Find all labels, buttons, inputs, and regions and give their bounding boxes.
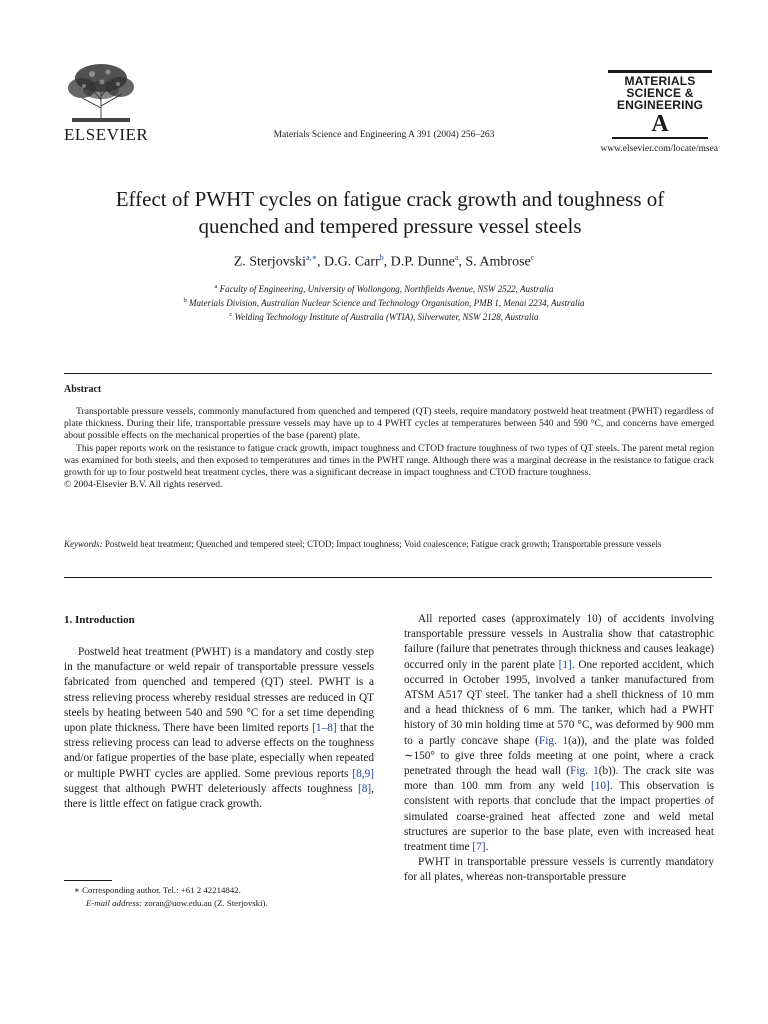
affiliation-c [0, 309, 768, 323]
author-name: D.P. Dunne [390, 254, 455, 270]
footnote [64, 884, 364, 910]
journal-citation: Materials Science and Engineering A 391 (2004) 256–263 [273, 130, 495, 140]
copyright-notice: © 2004-Elsevier B.V. All rights reserved. [64, 479, 223, 491]
abstract-top-rule [64, 373, 712, 374]
reference-link[interactable]: [1] [558, 658, 572, 671]
reference-link[interactable]: [1–8] [312, 722, 337, 735]
email-address[interactable]: zoran@uow.edu.au (Z. Sterjovski). [142, 898, 268, 908]
keywords [64, 538, 714, 550]
author-affiliation-mark[interactable]: a,∗ [306, 253, 318, 262]
text-run: Postweld heat treatment (PWHT) is a mandatory and costly step in the manufacture or weld repair of transportable pressure vessels fabricated from quenched and tempered (QT) steel. PWHT is a stress relieving process whereby residual stresses are reduced in QT steels by heating between 540 and 590 °C for a set time depending upon plate thickness. There have been limited reports [64, 646, 374, 735]
text-run: suggest that although PWHT deleteriously affects toughness [64, 782, 358, 795]
reference-link[interactable]: [8,9] [352, 767, 374, 780]
logo-letter: A [651, 111, 669, 137]
logo-line-3: ENGINEERING [616, 98, 704, 112]
text-run: . One reported accident, which occurred in October 1995, involved a tanker manufactured from ATSM A517 QT steel. The tanker had a shell thickness of 10 mm and a head thickness of 6 mm. The tanker, which had a PWHT history of 30 min holding time at 570 °C, was deformed by 900 mm to a partly concave shape ( [404, 658, 714, 747]
abstract-paragraph: Transportable pressure vessels, commonly manufactured from quenched and tempered (QT) steels, require mandatory postweld heat treatment (PWHT) regardless of plate thickness. During their life, transportable pressure vessels may have up to 4 PWHT cycles at temperatures between 540 and 590 °C, and concerns have emerged about possible effects on the mechanical properties of the base (parent) plate. [64, 406, 714, 442]
text-run: , there is little effect on fatigue crack growth. [64, 782, 374, 811]
affiliation-text: Faculty of Engineering, University of Wollongong, Northfields Avenue, NSW 2522, Australia [219, 284, 554, 294]
body-paragraph [404, 612, 714, 855]
abstract-bottom-rule [64, 577, 712, 578]
author-separator: , [383, 254, 391, 270]
affiliation-mark: a [214, 283, 218, 290]
affiliation-mark: b [183, 297, 187, 304]
figure-link[interactable]: Fig. 1 [538, 734, 569, 747]
text-run: . [485, 841, 489, 854]
author-affiliation-mark[interactable]: b [379, 253, 384, 262]
keywords-text: Postweld heat treatment; Quenched and tempered steel; CTOD; Impact toughness; Void coalescence; Fatigue crack growth; Transportable pressure vessels [104, 539, 662, 549]
author-name: D.G. Carr [324, 254, 380, 270]
article-title: Effect of PWHT cycles on fatigue crack growth and toughness of quenched and tempered pressure vessel steels [115, 187, 665, 238]
affiliation-mark: c [229, 311, 233, 318]
corresponding-author-note: ∗ Corresponding author. Tel.: +61 2 42214842. [74, 885, 241, 895]
abstract-paragraph: This paper reports work on the resistance to fatigue crack growth, impact toughness and CTOD fracture toughness of two types of QT steels. The parent metal region was examined for both steels, and then exposed to temperatures and times in the PWHT range. Although there was a marginal decrease in the resistance to fatigue crack growth for up to four postweld heat treatment cycles, there was a significant decrease in impact toughness and CTOD fracture toughness. [64, 442, 714, 479]
affiliation-b [0, 295, 768, 309]
author-list [0, 253, 768, 271]
publisher-name: ELSEVIER [64, 125, 149, 144]
left-column [64, 645, 374, 812]
text-run: All reported cases (approximately 10) of accidents involving transportable pressure vessels in Australia show that catastrophic failure (failure that penetrates through thickness and causes leakage) occurred only in the parent plate [404, 613, 714, 671]
reference-link[interactable]: [7] [472, 841, 486, 854]
abstract-heading: Abstract [64, 384, 102, 395]
body-paragraph [64, 645, 374, 812]
author-separator: , [458, 254, 466, 270]
figure-link[interactable]: Fig. 1 [570, 765, 599, 778]
affiliation-a [0, 281, 768, 295]
elsevier-tree-logo [62, 60, 140, 132]
author-affiliation-mark[interactable]: c [530, 253, 535, 262]
author-name: S. Ambrose [465, 254, 531, 270]
keywords-label: Keywords: [64, 539, 103, 549]
author-name: Z. Sterjovski [233, 254, 307, 270]
logo-rule [608, 70, 712, 73]
email-note [64, 897, 364, 910]
reference-link[interactable]: [8] [357, 782, 372, 795]
abstract-body [64, 406, 714, 491]
text-run: . This observation is consistent with reports that conclude that the impact properties of simulated coarse-grained heat affected zone and weld metal structures are superior to the base plate, even with increased heat treatment time [404, 780, 714, 854]
journal-logo [600, 70, 720, 139]
text-run: (a)), and the plate was folded ∼150° to give three folds meeting at one point, where a crack penetrated through the head wall ( [404, 734, 714, 778]
author-affiliation-mark[interactable]: a [454, 253, 459, 262]
section-heading: 1. Introduction [64, 614, 135, 626]
logo-line-1: MATERIALS [624, 74, 696, 88]
footnote-rule [64, 880, 112, 881]
logo-line-2: SCIENCE & [626, 86, 694, 100]
affiliation-text: Welding Technology Institute of Australia (WTIA), Silverwater, NSW 2128, Australia [234, 312, 539, 322]
text-run: (b)). The crack site was more than 100 mm from any weld [404, 765, 714, 793]
reference-link[interactable]: [10] [590, 780, 610, 793]
author-separator: , [317, 254, 325, 270]
right-column [404, 612, 714, 886]
logo-rule-bottom [612, 137, 708, 139]
journal-url[interactable]: www.elsevier.com/locate/msea [600, 144, 718, 154]
text-run: that the stress relieving process can lead to adverse effects on the toughness and/or fatigue properties of the base plate, especially when repeated or multiple PWHT cycles are applied. Some previous reports [64, 722, 375, 780]
email-label: E-mail address: [86, 898, 143, 908]
affiliations [0, 281, 768, 323]
body-paragraph: PWHT in transportable pressure vessels is currently mandatory for all plates, whereas non-transportable pressure [404, 856, 714, 884]
affiliation-text: Materials Division, Australian Nuclear Science and Technology Organisation, PMB 1, Menai 2234, Australia [189, 298, 585, 308]
